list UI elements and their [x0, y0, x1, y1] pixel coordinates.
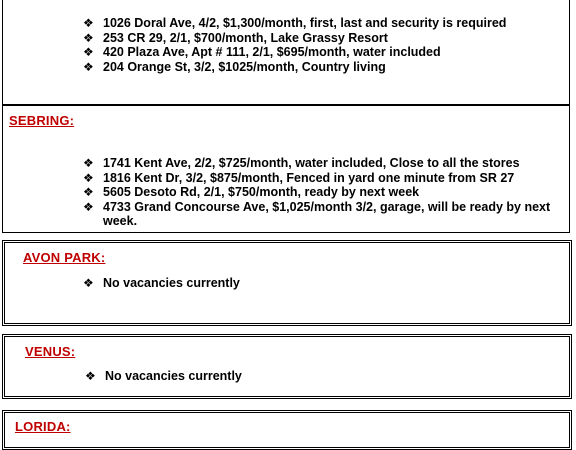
section-title: SEBRING:	[9, 113, 75, 128]
section-sebring	[2, 105, 570, 233]
diamond-bullet-icon: ❖	[85, 369, 96, 383]
list-item: ❖ No vacancies currently	[83, 276, 240, 290]
list-item: ❖ 253 CR 29, 2/1, $700/month, Lake Grassy Resort	[83, 30, 388, 45]
listing-list	[83, 16, 553, 74]
list-item: ❖ 1816 Kent Dr, 3/2, $875/month, Fenced in yard one minute from SR 27	[83, 170, 515, 185]
diamond-bullet-icon: ❖	[83, 199, 94, 214]
list-item: ❖ 1026 Doral Ave, 4/2, $1,300/month, first, last and security is required	[83, 16, 507, 30]
diamond-bullet-icon: ❖	[83, 30, 94, 45]
listing-list	[85, 369, 545, 384]
list-item: ❖ 4733 Grand Concourse Ave, $1,025/month 3/2, garage, will be ready by next week.	[83, 199, 551, 228]
list-item: ❖ No vacancies currently	[85, 369, 242, 383]
section-avon-park	[2, 240, 572, 326]
section-title: AVON PARK:	[23, 250, 106, 265]
section-lorida	[2, 410, 572, 450]
list-item: ❖ 1741 Kent Ave, 2/2, $725/month, water included, Close to all the stores	[83, 156, 520, 170]
diamond-bullet-icon: ❖	[83, 45, 94, 59]
list-item: ❖ 420 Plaza Ave, Apt # 111, 2/1, $695/month, water included	[83, 45, 441, 59]
section-top	[2, 0, 570, 105]
section-venus	[2, 334, 572, 399]
list-item: ❖ 5605 Desoto Rd, 2/1, $750/month, ready by next week	[83, 185, 420, 199]
listing-list	[83, 276, 543, 291]
diamond-bullet-icon: ❖	[83, 185, 94, 199]
diamond-bullet-icon: ❖	[83, 59, 94, 74]
section-title: VENUS:	[25, 344, 76, 359]
listing-list	[83, 156, 555, 229]
list-item: ❖ 204 Orange St, 3/2, $1025/month, Country living	[83, 59, 386, 74]
diamond-bullet-icon: ❖	[83, 156, 94, 170]
diamond-bullet-icon: ❖	[83, 276, 94, 290]
section-title: LORIDA:	[15, 419, 71, 434]
diamond-bullet-icon: ❖	[83, 170, 94, 185]
diamond-bullet-icon: ❖	[83, 16, 94, 30]
